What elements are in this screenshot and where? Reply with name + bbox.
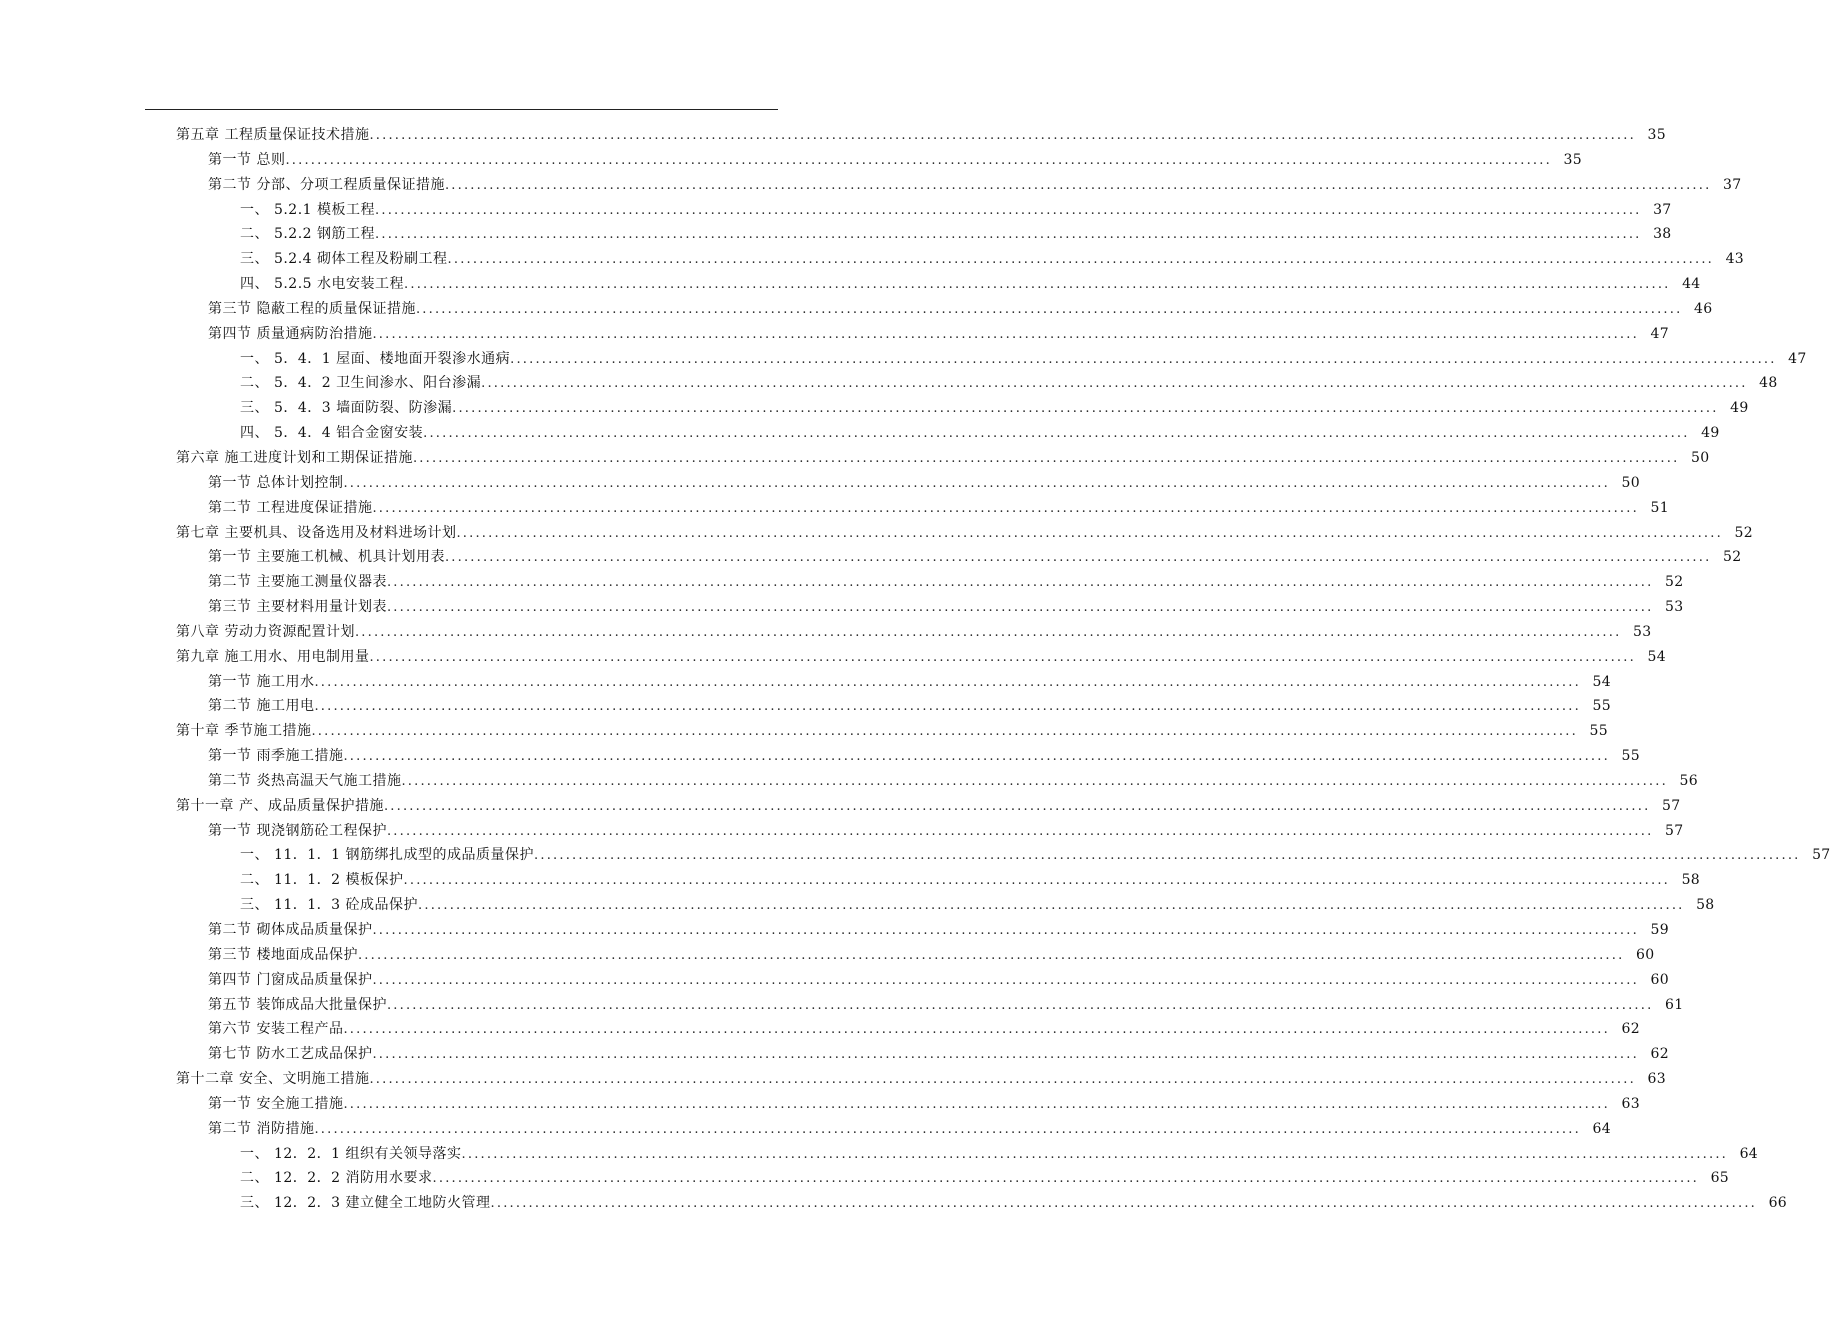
toc-page-number: 57 <box>1665 822 1684 839</box>
toc-page-number: 54 <box>1592 673 1611 690</box>
toc-entry-title: 第三节 楼地面成品保护 <box>208 946 358 963</box>
toc-page-number: 62 <box>1621 1021 1640 1038</box>
toc-leader-dots: ........................................................................................................................................................................................................ <box>314 1121 1581 1137</box>
toc-page-number: 60 <box>1636 946 1655 963</box>
toc-entry-title: 一、 5．4．1 屋面、楼地面开裂渗水通病 <box>240 350 511 367</box>
toc-page-number: 52 <box>1723 549 1742 566</box>
toc-page-number: 55 <box>1592 698 1611 715</box>
toc-page-number: 49 <box>1701 425 1720 442</box>
toc-page-number: 43 <box>1725 251 1744 268</box>
toc-entry-title: 第四节 质量通病防治措施 <box>208 325 373 342</box>
toc-page-number: 37 <box>1653 201 1672 218</box>
toc-leader-dots: ........................................................................................................................................................................................................ <box>369 128 1636 143</box>
toc-page-number: 50 <box>1621 474 1640 491</box>
toc-page-number: 50 <box>1691 449 1710 466</box>
toc-entry-title: 第二节 主要施工测量仪器表 <box>208 574 387 591</box>
header-rule <box>145 109 778 110</box>
toc-leader-dots: ........................................................................................................................................................................................................ <box>447 252 1714 268</box>
toc-entry-title: 第二节 消防措施 <box>208 1120 315 1137</box>
toc-entry-title: 第一节 总体计划控制 <box>208 474 344 491</box>
toc-entry-title: 第一节 现浇钢筋砼工程保护 <box>208 822 387 839</box>
toc-page-number: 65 <box>1710 1170 1729 1187</box>
toc-page-number: 47 <box>1650 325 1669 342</box>
toc-entry-title: 三、 12．2．3 建立健全工地防火管理 <box>240 1195 491 1212</box>
toc-entry-title: 二、 11．1．2 模板保护 <box>240 872 404 889</box>
toc-entry[interactable] <box>208 322 1669 347</box>
toc-leader-dots: ........................................................................................................................................................................................................ <box>386 600 1654 616</box>
toc-entry-title: 第一节 施工用水 <box>208 673 315 690</box>
toc-entry[interactable] <box>176 521 1753 546</box>
toc-entry[interactable] <box>240 347 1807 372</box>
toc-page-number: 44 <box>1682 276 1701 293</box>
toc-page-number: 53 <box>1633 623 1652 640</box>
toc-entry[interactable] <box>208 496 1669 521</box>
toc-entry[interactable] <box>176 1067 1666 1092</box>
toc-entry[interactable] <box>240 272 1701 297</box>
toc-entry[interactable] <box>240 1191 1787 1216</box>
toc-page-number: 56 <box>1679 772 1698 789</box>
toc-leader-dots: ........................................................................................................................................................................................................ <box>372 923 1639 938</box>
toc-page-number: 52 <box>1665 574 1684 591</box>
toc-entry-title: 第三节 隐蔽工程的质量保证措施 <box>208 300 416 317</box>
table-of-contents <box>0 123 1831 1216</box>
toc-page-number: 48 <box>1759 375 1778 392</box>
toc-entry-title: 第五章 工程质量保证技术措施 <box>176 127 370 143</box>
toc-entry[interactable] <box>240 247 1744 272</box>
toc-page-number: 59 <box>1650 922 1669 938</box>
toc-leader-dots: ........................................................................................................................................................................................................ <box>452 401 1719 417</box>
toc-page-number: 37 <box>1723 176 1742 193</box>
toc-page-number: 46 <box>1694 300 1713 317</box>
toc-page-number: 53 <box>1665 599 1684 616</box>
toc-page-number: 55 <box>1589 723 1608 740</box>
toc-entry-title: 第二节 砌体成品质量保护 <box>208 922 373 938</box>
toc-leader-dots: ........................................................................................................................................................................................................ <box>404 277 1671 293</box>
toc-leader-dots: ........................................................................................................................................................................................................ <box>343 1022 1610 1038</box>
toc-entry-title: 第一节 安全施工措施 <box>208 1095 344 1112</box>
toc-page-number: 35 <box>1563 151 1582 168</box>
toc-page-number: 63 <box>1621 1095 1640 1112</box>
toc-entry-title: 三、 5．4．3 墙面防裂、防渗漏 <box>240 400 453 417</box>
toc-leader-dots: ........................................................................................................................................................................................................ <box>386 997 1654 1013</box>
toc-leader-dots: ........................................................................................................................................................................................................ <box>418 898 1685 914</box>
toc-entry-title: 一、 5.2.1 模板工程 <box>240 201 376 218</box>
toc-entry[interactable] <box>208 819 1684 844</box>
toc-leader-dots: ........................................................................................................................................................................................................ <box>357 947 1625 963</box>
toc-page-number: 58 <box>1681 872 1700 889</box>
toc-entry[interactable] <box>240 843 1831 868</box>
toc-entry[interactable] <box>176 123 1666 148</box>
toc-entry-title: 第二节 施工用电 <box>208 698 315 715</box>
toc-entry[interactable] <box>208 545 1742 570</box>
toc-entry[interactable] <box>208 471 1640 496</box>
toc-leader-dots: ........................................................................................................................................................................................................ <box>401 773 1668 789</box>
toc-leader-dots: ........................................................................................................................................................................................................ <box>412 450 1680 466</box>
toc-entry[interactable] <box>240 893 1715 918</box>
toc-leader-dots: ........................................................................................................................................................................................................ <box>369 649 1636 665</box>
toc-entry[interactable] <box>208 1117 1611 1142</box>
toc-page-number: 55 <box>1621 748 1640 765</box>
toc-entry[interactable] <box>208 595 1684 620</box>
toc-entry-title: 第十二章 安全、文明施工措施 <box>176 1071 370 1088</box>
toc-entry-title: 二、 5.2.2 钢筋工程 <box>240 226 376 243</box>
toc-leader-dots: ........................................................................................................................................................................................................ <box>372 972 1639 988</box>
toc-entry-title: 第一节 主要施工机械、机具计划用表 <box>208 549 445 566</box>
toc-page-number: 52 <box>1734 524 1753 541</box>
toc-entry-title: 三、 11．1．3 砼成品保护 <box>240 897 419 914</box>
toc-entry[interactable] <box>240 1166 1729 1191</box>
toc-page-number: 51 <box>1650 499 1669 516</box>
toc-entry[interactable] <box>176 645 1666 670</box>
toc-leader-dots: ........................................................................................................................................................................................................ <box>490 1196 1757 1212</box>
toc-entry[interactable] <box>240 222 1672 247</box>
toc-entry-title: 四、 5．4．4 铝合金窗安装 <box>240 425 424 442</box>
toc-entry-title: 第五节 装饰成品大批量保护 <box>208 996 387 1013</box>
toc-entry[interactable] <box>176 794 1681 819</box>
toc-leader-dots: ........................................................................................................................................................................................................ <box>314 674 1581 690</box>
toc-leader-dots: ........................................................................................................................................................................................................ <box>444 177 1712 193</box>
toc-page-number: 57 <box>1812 847 1831 864</box>
toc-entry-title: 第四节 门窗成品质量保护 <box>208 971 373 988</box>
toc-entry[interactable] <box>240 396 1749 421</box>
toc-leader-dots: ........................................................................................................................................................................................................ <box>372 1047 1639 1063</box>
toc-page-number: 47 <box>1788 350 1807 367</box>
toc-entry-title: 第九章 施工用水、用电制用量 <box>176 648 370 665</box>
toc-entry[interactable] <box>176 620 1652 645</box>
toc-entry-title: 第三节 主要材料用量计划表 <box>208 599 387 616</box>
toc-page-number: 62 <box>1650 1046 1669 1063</box>
toc-entry[interactable] <box>208 769 1698 794</box>
toc-entry[interactable] <box>208 1042 1669 1067</box>
toc-entry[interactable] <box>208 173 1742 198</box>
toc-leader-dots: ........................................................................................................................................................................................................ <box>423 426 1690 442</box>
toc-leader-dots: ........................................................................................................................................................................................................ <box>375 202 1642 218</box>
toc-leader-dots: ........................................................................................................................................................................................................ <box>311 724 1578 740</box>
toc-entry-title: 第七节 防水工艺成品保护 <box>208 1046 373 1063</box>
toc-entry[interactable] <box>208 694 1611 719</box>
toc-leader-dots: ........................................................................................................................................................................................................ <box>403 873 1670 889</box>
toc-entry[interactable] <box>240 868 1700 893</box>
toc-entry-title: 一、 11．1．1 钢筋绑扎成型的成品质量保护 <box>240 847 535 864</box>
toc-entry-title: 一、 12．2．1 组织有关领导落实 <box>240 1145 462 1162</box>
toc-entry[interactable] <box>240 198 1672 223</box>
toc-page-number: 63 <box>1647 1071 1666 1088</box>
toc-entry[interactable] <box>240 371 1778 396</box>
toc-leader-dots: ........................................................................................................................................................................................................ <box>461 1146 1728 1162</box>
toc-entry-title: 第八章 劳动力资源配置计划 <box>176 623 355 640</box>
toc-entry[interactable] <box>176 446 1710 471</box>
toc-leader-dots: ........................................................................................................................................................................................................ <box>369 1072 1636 1088</box>
toc-page-number: 58 <box>1696 897 1715 914</box>
toc-page-number: 35 <box>1647 127 1666 143</box>
toc-page-number: 64 <box>1592 1120 1611 1137</box>
toc-entry[interactable] <box>176 719 1608 744</box>
toc-leader-dots: ........................................................................................................................................................................................................ <box>343 749 1610 765</box>
toc-entry[interactable] <box>240 1142 1758 1167</box>
toc-entry-title: 第二节 工程进度保证措施 <box>208 499 373 516</box>
toc-leader-dots: ........................................................................................................................................................................................................ <box>510 351 1777 367</box>
toc-entry[interactable] <box>208 968 1669 993</box>
toc-entry[interactable] <box>208 670 1611 695</box>
toc-leader-dots: ........................................................................................................................................................................................................ <box>383 798 1651 814</box>
toc-leader-dots: ........................................................................................................................................................................................................ <box>534 848 1801 864</box>
toc-leader-dots: ........................................................................................................................................................................................................ <box>386 823 1654 839</box>
toc-page-number: 61 <box>1665 996 1684 1013</box>
toc-entry[interactable] <box>208 918 1669 943</box>
toc-entry-title: 二、 12．2．2 消防用水要求 <box>240 1170 433 1187</box>
toc-leader-dots: ........................................................................................................................................................................................................ <box>343 1096 1610 1112</box>
toc-entry[interactable] <box>208 993 1684 1018</box>
toc-leader-dots: ........................................................................................................................................................................................................ <box>314 699 1581 715</box>
toc-entry-title: 二、 5．4．2 卫生间渗水、阳台渗漏 <box>240 375 482 392</box>
toc-leader-dots: ........................................................................................................................................................................................................ <box>343 475 1610 491</box>
toc-entry-title: 第七章 主要机具、设备选用及材料进场计划 <box>176 524 457 541</box>
toc-entry[interactable] <box>208 148 1582 173</box>
toc-leader-dots: ........................................................................................................................................................................................................ <box>444 550 1712 566</box>
toc-page-number: 54 <box>1647 648 1666 665</box>
toc-entry-title: 四、 5.2.5 水电安装工程 <box>240 276 405 293</box>
toc-page-number: 60 <box>1650 971 1669 988</box>
toc-entry-title: 第六章 施工进度计划和工期保证措施 <box>176 449 413 466</box>
toc-page-number: 57 <box>1662 797 1681 814</box>
toc-page-number: 66 <box>1768 1195 1787 1212</box>
toc-leader-dots: ........................................................................................................................................................................................................ <box>372 500 1639 516</box>
toc-entry[interactable] <box>208 1092 1640 1117</box>
toc-entry[interactable] <box>240 421 1720 446</box>
toc-leader-dots: ........................................................................................................................................................................................................ <box>375 227 1642 243</box>
toc-entry-title: 第一节 总则 <box>208 151 286 168</box>
toc-entry-title: 第一节 雨季施工措施 <box>208 748 344 765</box>
toc-leader-dots: ........................................................................................................................................................................................................ <box>456 525 1723 541</box>
toc-leader-dots: ........................................................................................................................................................................................................ <box>481 376 1748 392</box>
toc-entry-title: 第十章 季节施工措施 <box>176 723 312 740</box>
toc-entry[interactable] <box>208 744 1640 769</box>
toc-leader-dots: ........................................................................................................................................................................................................ <box>432 1171 1699 1187</box>
toc-entry-title: 第六节 安装工程产品 <box>208 1021 344 1038</box>
toc-page-number: 49 <box>1730 400 1749 417</box>
toc-entry[interactable] <box>208 1017 1640 1042</box>
toc-leader-dots: ........................................................................................................................................................................................................ <box>415 301 1683 317</box>
toc-page-number: 38 <box>1653 226 1672 243</box>
toc-entry-title: 第二节 炎热高温天气施工措施 <box>208 772 402 789</box>
toc-leader-dots: ........................................................................................................................................................................................................ <box>372 326 1639 342</box>
toc-entry-title: 第二节 分部、分项工程质量保证措施 <box>208 176 445 193</box>
toc-leader-dots: ........................................................................................................................................................................................................ <box>386 575 1654 591</box>
toc-entry-title: 第十一章 产、成品质量保护措施 <box>176 797 384 814</box>
toc-entry-title: 三、 5.2.4 砌体工程及粉刷工程 <box>240 251 448 268</box>
toc-entry[interactable] <box>208 570 1684 595</box>
toc-entry[interactable] <box>208 297 1713 322</box>
toc-leader-dots: ........................................................................................................................................................................................................ <box>354 624 1622 640</box>
toc-entry[interactable] <box>208 943 1655 968</box>
toc-page-number: 64 <box>1739 1145 1758 1162</box>
toc-leader-dots: ........................................................................................................................................................................................................ <box>285 152 1552 168</box>
